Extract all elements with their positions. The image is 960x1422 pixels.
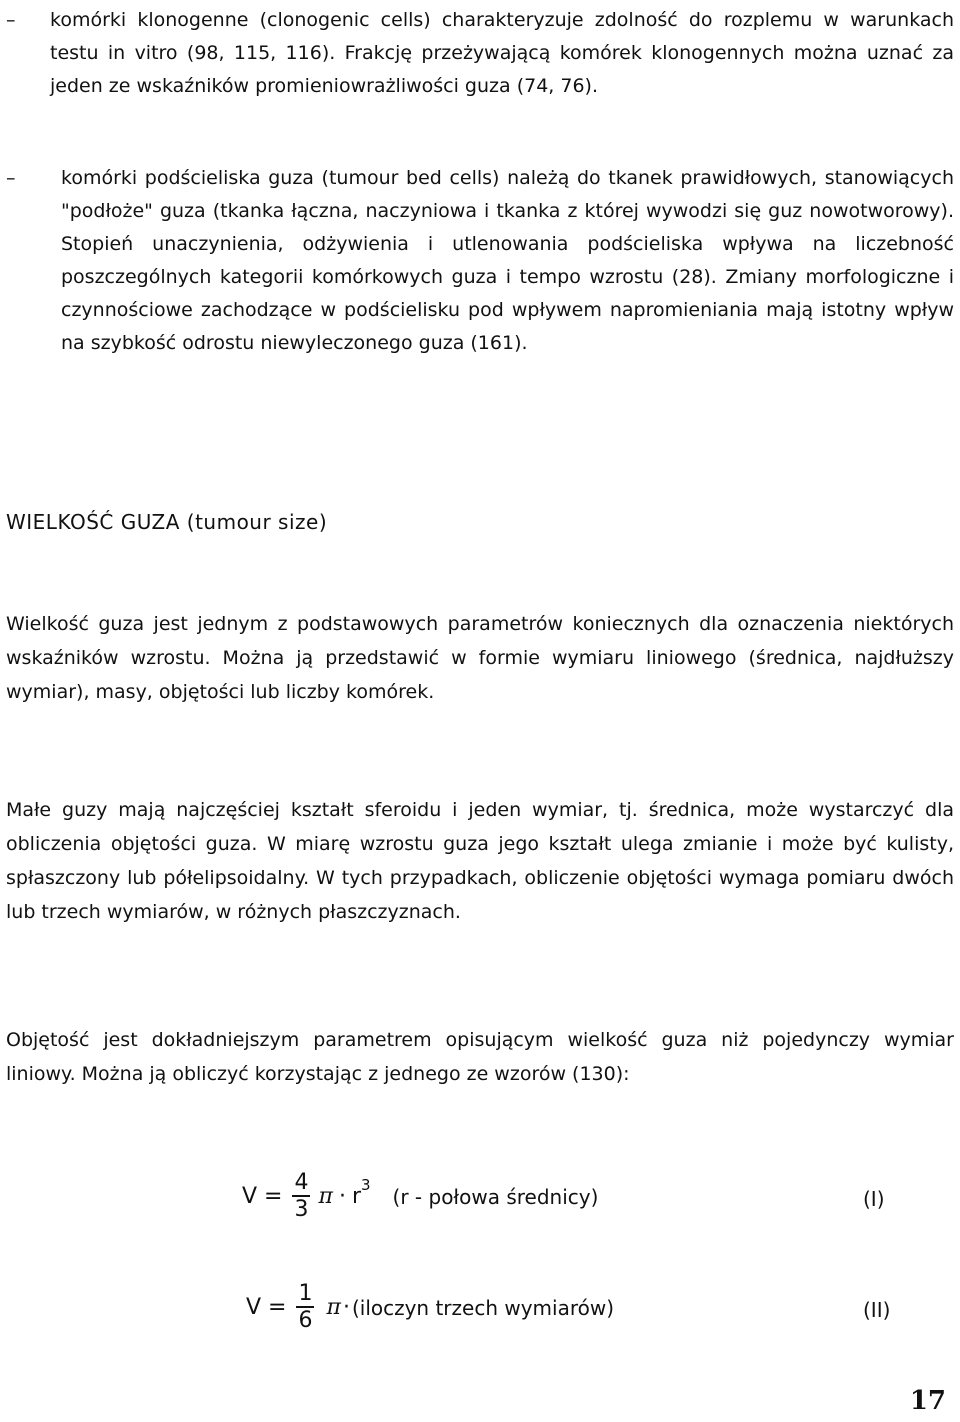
page-number: 17 — [909, 1386, 946, 1416]
multiply-dot: · — [338, 1184, 346, 1209]
paragraph-tumour-size: Wielkość guza jest jednym z podstawowych parametrów koniecznych dla oznaczenia niektórych wskaźników wzrostu. Można ją przedstawić w formie wymiaru liniowego (średnica, najdłuższy wymiar), masy, objętości lub liczby komórek. — [6, 613, 954, 703]
equation-number: (II) — [863, 1298, 891, 1322]
formula-note: (r - połowa średnicy) — [392, 1184, 599, 1209]
pi-symbol: π — [326, 1295, 341, 1320]
bullet-text: komórki podścieliska guza (tumour bed cells) należą do tkanek prawidłowych, stanowiących "podłoże" guza (tkanka łączna, naczyniowa i tkanka z której wywodzi się guz nowotworowy). Stopień unaczynienia, odżywienia i utlenowania podścieliska wpływa na liczebność poszczególnych kategorii komórkowych guza i tempo wzrostu (28). Zmiany morfologiczne i czynnościowe zachodzące w podścielisku pod wpływem napromieniania mają istotny wpływ na szybkość odrostu niewyleczonego guza (161). — [61, 167, 954, 354]
fraction-denominator: 6 — [298, 1308, 313, 1333]
paragraph-tumour-volume: Objętość jest dokładniejszym parametrem opisującym wielkość guza niż pojedynczy wymiar liniowy. Można ją obliczyć korzystając z jednego ze wzorów (130): — [6, 1029, 954, 1085]
paragraph-tumour-shape: Małe guzy mają najczęściej kształt sferoidu i jeden wymiar, tj. średnica, może wystarczyć dla obliczenia objętości guza. W miarę wzrostu guza jego kształt ulega zmianie i może być kulisty, spłaszczony lub półelipsoidalny. W tych przypadkach, obliczenie objętości wymaga pomiaru dwóch lub trzech wymiarów, w różnych płaszczyznach. — [6, 799, 954, 923]
formula-sphere-volume — [242, 1172, 598, 1221]
formula-lhs: V = — [242, 1184, 283, 1209]
section-heading: WIELKOŚĆ GUZA (tumour size) — [6, 510, 328, 534]
formula-variable: r — [351, 1184, 361, 1209]
formula-fraction — [292, 1172, 310, 1221]
formula-lhs: V = — [246, 1295, 287, 1320]
formula-exponent: 3 — [361, 1175, 371, 1194]
multiply-dot: · — [342, 1295, 350, 1320]
equation-number: (I) — [863, 1187, 885, 1211]
fraction-numerator: 4 — [294, 1170, 309, 1195]
bullet-tumour-bed-cells — [6, 162, 954, 360]
formula-note: (iloczyn trzech wymiarów) — [351, 1295, 615, 1320]
formula-ellipsoid-volume — [246, 1283, 614, 1332]
bullet-text: komórki klonogenne (clonogenic cells) charakteryzuje zdolność do rozplemu w warunkach testu in vitro (98, 115, 116). Frakcję przeżywającą komórek klonogennych można uznać za jeden ze wskaźników promieniowrażliwości guza (74, 76). — [50, 9, 954, 97]
bullet-clonogenic-cells — [6, 4, 954, 103]
fraction-denominator: 3 — [294, 1197, 309, 1222]
pi-symbol: π — [318, 1184, 333, 1209]
bullet-dash: – — [6, 167, 16, 189]
formula-fraction — [296, 1283, 314, 1332]
fraction-numerator: 1 — [298, 1281, 313, 1306]
bullet-dash: – — [6, 9, 16, 31]
